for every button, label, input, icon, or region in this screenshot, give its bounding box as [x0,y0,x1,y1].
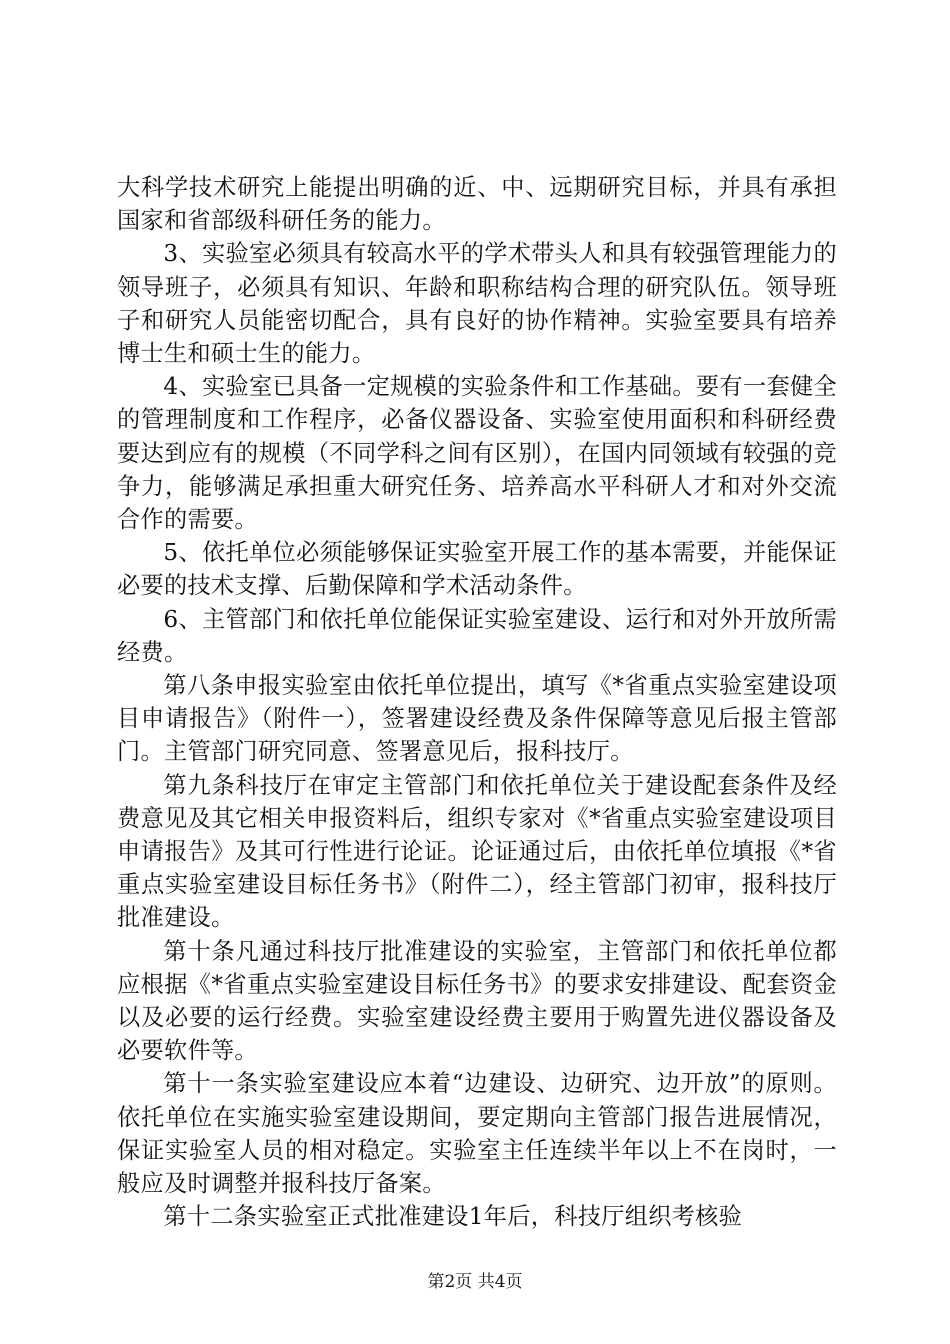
paragraph: 第十一条实验室建设应本着“边建设、边研究、边开放”的原则。依托单位在实施实验室建设期间，要定期向主管部门报告进展情况，保证实验室人员的相对稳定。实验室主任连续半年以上不在岗时，一般应及时调整并报科技厅备案。 [117,1070,837,1198]
paragraph: 第八条申报实验室由依托单位提出，填写《*省重点实验室建设项目申请报告》（附件一），签署建设经费及条件保障等意见后报主管部门。主管部门研究同意、签署意见后，报科技厅。 [117,672,837,766]
paragraph: 4、实验室已具备一定规模的实验条件和工作基础。要有一套健全的管理制度和工作程序，必备仪器设备、实验室使用面积和科研经费要达到应有的规模（不同学科之间有区别），在国内同领域有较强的竞争力，能够满足承担重大研究任务、培养高水平科研人才和对外交流合作的需要。 [117,373,837,534]
page-number-label: 第2页 共4页 [427,1272,523,1292]
paragraph: 6、主管部门和依托单位能保证实验室建设、运行和对外开放所需经费。 [117,605,837,666]
body-text [117,171,837,1234]
paragraph: 大科学技术研究上能提出明确的近、中、远期研究目标，并具有承担国家和省部级科研任务的能力。 [117,174,837,235]
paragraph: 5、依托单位必须能够保证实验室开展工作的基本需要，并能保证必要的技术支撑、后勤保障和学术活动条件。 [117,539,837,600]
paragraph: 第十条凡通过科技厅批准建设的实验室，主管部门和依托单位都应根据《*省重点实验室建设目标任务书》的要求安排建设、配套资金以及必要的运行经费。实验室建设经费主要用于购置先进仪器设备及必要软件等。 [117,937,837,1065]
paragraph: 第九条科技厅在审定主管部门和依托单位关于建设配套条件及经费意见及其它相关申报资料后，组织专家对《*省重点实验室建设项目申请报告》及其可行性进行论证。论证通过后，由依托单位填报《*省重点实验室建设目标任务书》（附件二），经主管部门初审，报科技厅批准建设。 [117,771,837,932]
page-footer [0,1271,950,1293]
paragraph: 第十二条实验室正式批准建设1年后，科技厅组织考核验 [163,1203,743,1231]
paragraph: 3、实验室必须具有较高水平的学术带头人和具有较强管理能力的领导班子，必须具有知识、年龄和职称结构合理的研究队伍。领导班子和研究人员能密切配合，具有良好的协作精神。实验室要具有培养博士生和硕士生的能力。 [117,240,837,368]
